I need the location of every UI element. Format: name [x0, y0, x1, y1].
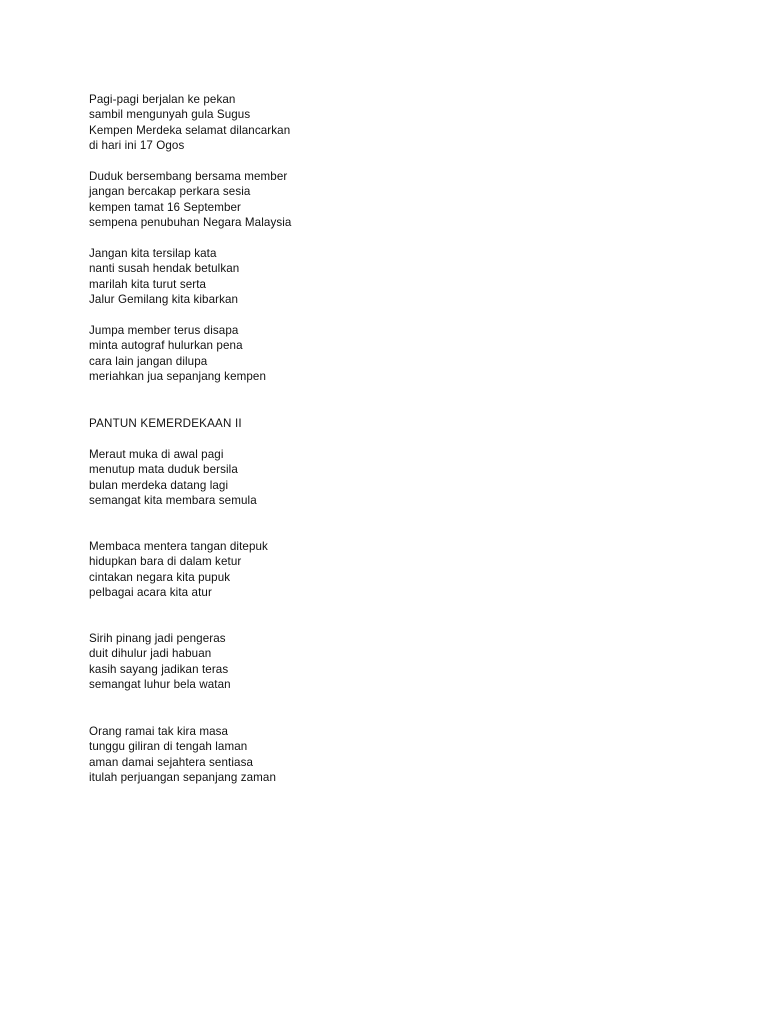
section-heading: PANTUN KEMERDEKAAN II — [89, 417, 242, 430]
stanza-line: Meraut muka di awal pagi — [89, 448, 224, 461]
stanza-2 — [89, 169, 291, 231]
stanza-line: sambil mengunyah gula Sugus — [89, 108, 251, 122]
stanza-5 — [89, 447, 257, 509]
stanza-line: marilah kita turut serta — [89, 277, 207, 291]
stanza-line: sempena penubuhan Negara Malaysia — [89, 216, 292, 230]
stanza-line: Orang ramai tak kira masa — [89, 725, 229, 738]
stanza-line: menutup mata duduk bersila — [89, 463, 238, 477]
stanza-line: semangat kita membara semula — [89, 494, 257, 508]
stanza-line: Membaca mentera tangan ditepuk — [89, 540, 268, 553]
stanza-line: kempen tamat 16 September — [89, 200, 242, 214]
stanza-line: aman damai sejahtera sentiasa — [89, 755, 254, 769]
stanza-3 — [89, 246, 239, 308]
stanza-line: Pagi-pagi berjalan ke pekan — [89, 93, 236, 106]
stanza-8 — [89, 724, 276, 786]
stanza-line: Duduk bersembang bersama member — [89, 170, 288, 183]
stanza-6 — [89, 539, 268, 601]
stanza-line: duit dihulur jadi habuan — [89, 647, 212, 661]
stanza-line: Jumpa member terus disapa — [89, 324, 239, 337]
stanza-line: di hari ini 17 Ogos — [89, 139, 185, 153]
stanza-line: pelbagai acara kita atur — [89, 586, 212, 600]
stanza-line: semangat luhur bela watan — [89, 678, 231, 692]
stanza-line: Kempen Merdeka selamat dilancarkan — [89, 123, 291, 137]
stanza-line: tunggu giliran di tengah laman — [89, 740, 248, 754]
stanza-line: cara lain jangan dilupa — [89, 354, 208, 368]
stanza-4 — [89, 323, 266, 385]
stanza-1 — [89, 92, 290, 154]
stanza-line: Sirih pinang jadi pengeras — [89, 632, 226, 645]
stanza-line: itulah perjuangan sepanjang zaman — [89, 771, 277, 785]
stanza-line: meriahkan jua sepanjang kempen — [89, 370, 267, 384]
stanza-7 — [89, 631, 231, 693]
stanza-line: minta autograf hulurkan pena — [89, 339, 243, 353]
stanza-line: bulan merdeka datang lagi — [89, 478, 229, 492]
stanza-line: kasih sayang jadikan teras — [89, 662, 229, 676]
stanza-line: Jalur Gemilang kita kibarkan — [89, 293, 239, 307]
stanza-line: cintakan negara kita pupuk — [89, 570, 231, 584]
stanza-line: jangan bercakap perkara sesia — [89, 185, 251, 199]
stanza-line: nanti susah hendak betulkan — [89, 262, 240, 276]
stanza-line: Jangan kita tersilap kata — [89, 247, 217, 260]
stanza-line: hidupkan bara di dalam ketur — [89, 555, 242, 569]
